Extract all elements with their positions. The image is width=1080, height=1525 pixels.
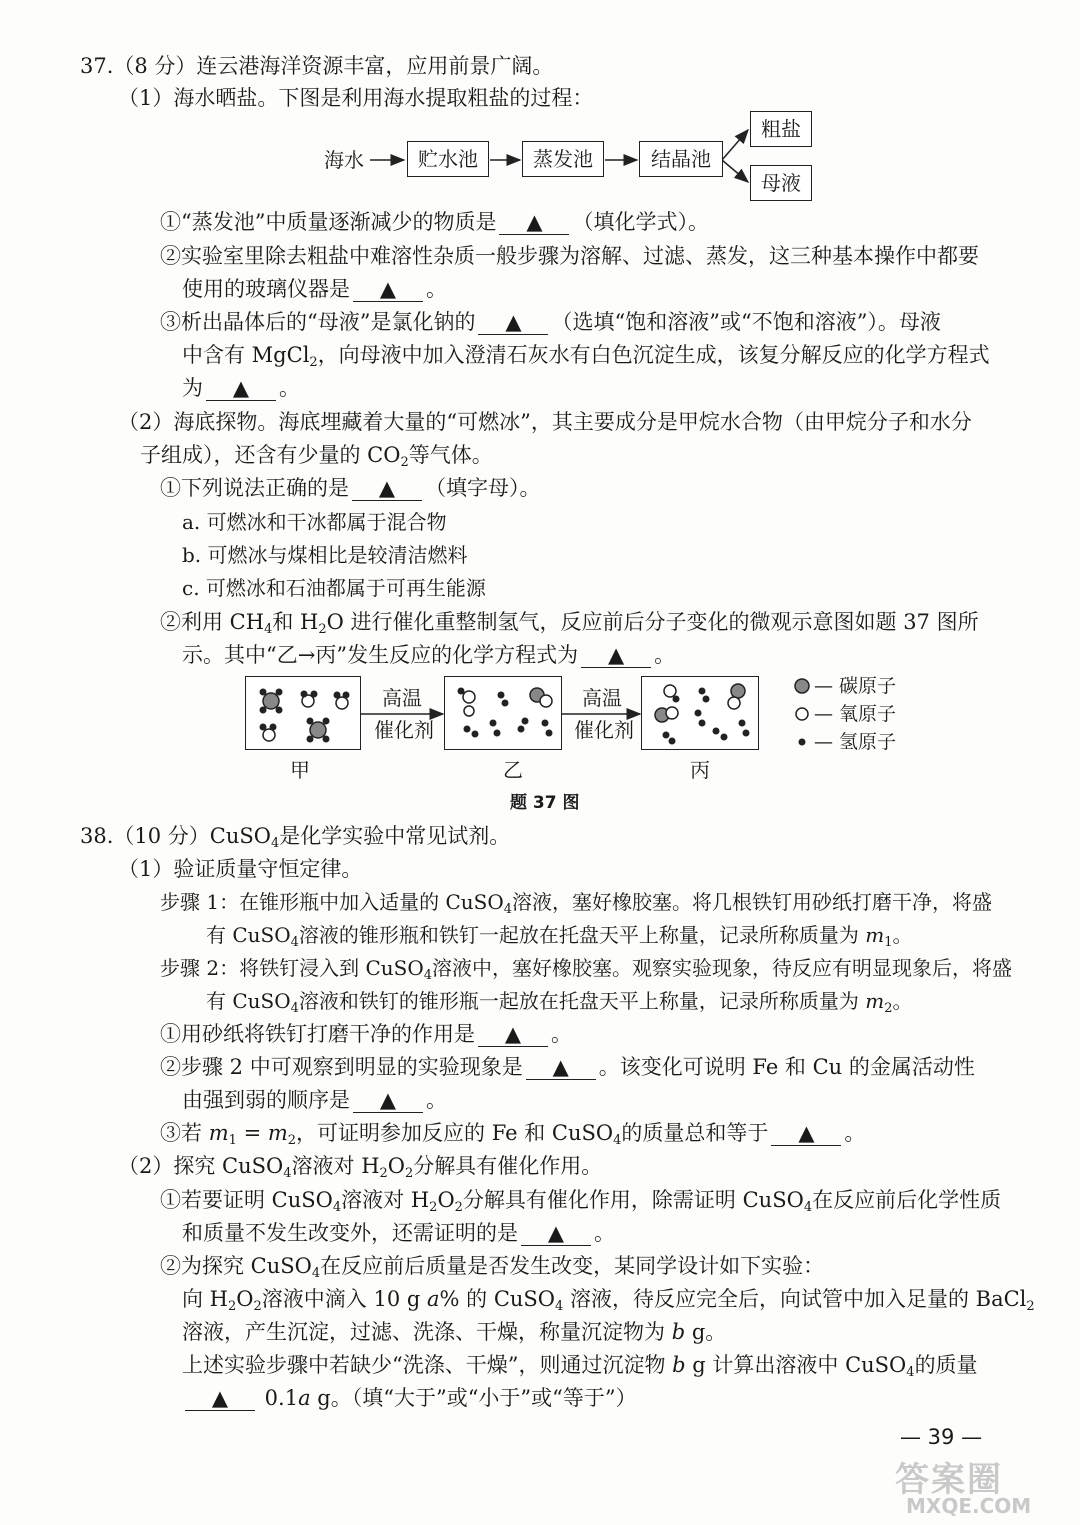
q37-1-2-line2: 使用的玻璃仪器是 ▲ 。 [182, 277, 447, 301]
flow-box-crystallization-pond: 结晶池 [639, 141, 723, 177]
carbon-atom-icon [795, 679, 809, 693]
answer-blank: ▲ [353, 1088, 423, 1113]
answer-blank: ▲ [581, 643, 651, 668]
q38-1-1: ①用砂纸将铁钉打磨干净的作用是 ▲ 。 [160, 1022, 572, 1046]
q38-1-3: ③若 $m_1 = m_2$，可证明参加反应的 Fe 和 CuSO$_4$的质量总和等于 ▲ 。 [160, 1121, 866, 1148]
q38-step2-line1: 步骤 2：将铁钉浸入到 CuSO$_4$溶液中，塞好橡胶塞。观察实验现象，待反应有明显现象后，将盛 [160, 956, 1013, 983]
q38-heading: 38.（10 分）CuSO$_4$是化学实验中常见试剂。 [80, 824, 511, 851]
q37-2-1: ①下列说法正确的是 ▲ （填字母）。 [160, 476, 541, 500]
option-b: b. 可燃冰与煤相比是较清洁燃料 [182, 543, 468, 567]
hydrogen-atom-icon [799, 739, 806, 746]
answer-blank: ▲ [478, 1022, 548, 1047]
q38-part1: （1）验证质量守恒定律。 [118, 857, 363, 881]
q38-2-2-line1: ②为探究 CuSO$_4$在反应前后质量是否发生改变，某同学设计如下实验： [160, 1254, 825, 1281]
watermark-url: MXQE.COM [906, 1494, 1032, 1518]
answer-blank: ▲ [478, 310, 548, 335]
watermark-logo: 答案圈 [895, 1460, 1003, 1500]
q37-2-2-line2: 示。其中“乙→丙”发生反应的化学方程式为 ▲ 。 [182, 643, 676, 667]
answer-blank: ▲ [353, 277, 423, 302]
answer-blank: ▲ [185, 1386, 255, 1411]
q37-part1-intro: （1）海水晒盐。下图是利用海水提取粗盐的过程： [118, 86, 594, 110]
answer-blank: ▲ [499, 210, 569, 235]
q37-1-3-line3: 为 ▲ 。 [182, 376, 300, 400]
q37-1-3-line2: 中含有 MgCl$_2$，向母液中加入澄清石灰水有白色沉淀生成，该复分解反应的化学方程式 [182, 343, 990, 370]
q38-step2-line2: 有 CuSO$_4$溶液和铁钉的锥形瓶一起放在托盘天平上称量，记录所称质量为 $m_2$。 [206, 989, 913, 1016]
answer-blank: ▲ [352, 476, 422, 501]
q37-2-2-line1: ②利用 $CH_4$和 $H_2O$ 进行催化重整制氢气，反应前后分子变化的微观示意图如题 37 图所 [160, 610, 979, 637]
flow-box-storage-pond: 贮水池 [407, 141, 489, 177]
q38-part2: （2）探究 CuSO$_4$溶液对 $H_2O_2$分解具有催化作用。 [118, 1154, 603, 1181]
q37-1-1: ①“蒸发池”中质量逐渐减少的物质是 ▲ （填化学式）。 [160, 210, 709, 234]
condition-catalyst-1: 催化剂 [374, 718, 434, 742]
flow-box-evaporation-pond: 蒸发池 [522, 141, 604, 177]
panel-bing [641, 676, 759, 750]
legend-icons [790, 674, 814, 754]
q37-heading: 37.（8 分）连云港海洋资源丰富，应用前景广阔。 [80, 54, 554, 78]
q38-2-2-line5: ▲ 0.1a g。（填“大于”或“小于”或“等于”） [182, 1384, 637, 1412]
flow-arrow-down [722, 160, 748, 182]
q38-2-2-line4: 上述实验步骤中若缺少“洗涤、干燥”，则通过沉淀物 b g 计算出溶液中 CuSO$_4$的质量 [182, 1353, 978, 1380]
flow-arrow-up [722, 130, 748, 160]
answer-blank: ▲ [526, 1055, 596, 1080]
q38-2-2-line2: 向 $H_2O_2$溶液中滴入 10 g a% 的 CuSO$_4$ 溶液，待反应完全后，向试管中加入足量的 BaCl$_2$ [182, 1287, 1035, 1314]
q37-part2-line2: 子组成），还含有少量的 $CO_2$等气体。 [140, 443, 493, 470]
q38-1-2-line2: 由强到弱的顺序是 ▲ 。 [182, 1088, 447, 1112]
panel-jia [245, 676, 361, 750]
oxygen-atom-icon [796, 708, 808, 720]
flow-arrows [0, 0, 1080, 220]
answer-blank: ▲ [206, 376, 276, 401]
q38-step1-line2: 有 CuSO$_4$溶液的锥形瓶和铁钉一起放在托盘天平上称量，记录所称质量为 $m_1$。 [206, 923, 913, 950]
condition-catalyst-2: 催化剂 [574, 718, 634, 742]
condition-high-temp-2: 高温 [582, 686, 622, 710]
q37-part2-line1: （2）海底探物。海底埋藏着大量的“可燃冰”，其主要成分是甲烷水合物（由甲烷分子和水分 [118, 410, 972, 434]
option-a: a. 可燃冰和干冰都属于混合物 [182, 510, 447, 534]
answer-blank: ▲ [521, 1221, 591, 1246]
label-bing: 丙 [690, 758, 710, 782]
molecules-bing [642, 677, 758, 749]
q37-1-3-line1: ③析出晶体后的“母液”是氯化钠的 ▲ （选填“饱和溶液”或“不饱和溶液”）。母液 [160, 310, 941, 334]
legend-carbon: — 碳原子 [814, 675, 897, 697]
figure-caption: 题 37 图 [510, 793, 580, 813]
q38-2-1-line2: 和质量不发生改变外，还需证明的是 ▲ 。 [182, 1221, 615, 1245]
q38-step1-line1: 步骤 1：在锥形瓶中加入适量的 CuSO$_4$溶液，塞好橡胶塞。将几根铁钉用砂纸打磨干净，将盛 [160, 890, 993, 917]
flow-box-mother-liquor: 母液 [750, 165, 812, 201]
label-yi: 乙 [503, 758, 523, 782]
q37-1-2-line1: ②实验室里除去粗盐中难溶性杂质一般步骤为溶解、过滤、蒸发，这三种基本操作中都要 [160, 244, 979, 268]
legend-hydrogen: — 氢原子 [814, 731, 897, 753]
page-number: — 39 — [900, 1425, 983, 1449]
q38-2-2-line3: 溶液，产生沉淀，过滤、洗涤、干燥，称量沉淀物为 b g。 [182, 1320, 727, 1344]
option-c: c. 可燃冰和石油都属于可再生能源 [182, 576, 486, 600]
label-jia: 甲 [290, 758, 310, 782]
condition-high-temp-1: 高温 [382, 686, 422, 710]
q38-2-1-line1: ①若要证明 CuSO$_4$溶液对 $H_2O_2$分解具有催化作用，除需证明 CuSO$_4$在反应前后化学性质 [160, 1188, 1002, 1215]
flow-start-seawater: 海水 [324, 148, 364, 172]
flow-box-crude-salt: 粗盐 [750, 111, 812, 147]
answer-blank: ▲ [771, 1121, 841, 1146]
q38-1-2-line1: ②步骤 2 中可观察到明显的实验现象是 ▲ 。该变化可说明 Fe 和 Cu 的金属活动性 [160, 1055, 975, 1079]
legend-oxygen: — 氧原子 [814, 703, 897, 725]
molecules-jia [246, 677, 360, 749]
